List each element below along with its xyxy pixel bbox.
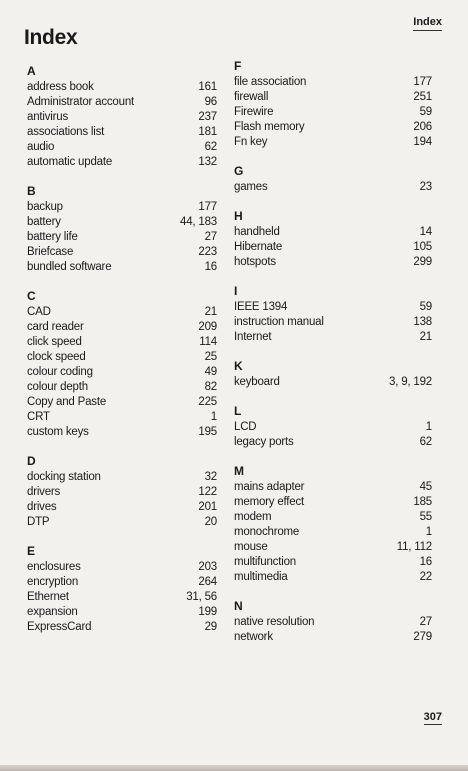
entry-term: Ethernet	[27, 591, 69, 603]
index-entry	[27, 395, 217, 410]
entry-pages: 55	[419, 511, 432, 523]
index-entry	[234, 105, 432, 120]
section-letter: G	[234, 164, 244, 178]
entry-term: multifunction	[234, 556, 296, 568]
index-entry	[234, 330, 432, 345]
index-entry	[27, 245, 217, 260]
index-section	[27, 62, 217, 170]
index-entry	[27, 485, 217, 500]
entry-pages: 223	[198, 246, 217, 258]
page-edge	[0, 765, 468, 771]
section-letter: A	[27, 64, 36, 78]
entry-term: Firewire	[234, 106, 274, 118]
index-entry	[27, 125, 217, 140]
entry-term: native resolution	[234, 616, 315, 628]
index-column-left	[27, 62, 217, 635]
index-entry	[27, 560, 217, 575]
entry-term: ExpressCard	[27, 621, 92, 633]
entry-pages: 264	[198, 576, 217, 588]
entry-pages: 96	[204, 96, 217, 108]
entry-term: Fn key	[234, 136, 268, 148]
entry-term: docking station	[27, 471, 101, 483]
section-letter: M	[234, 464, 244, 478]
index-entry	[234, 75, 432, 90]
entry-pages: 225	[198, 396, 217, 408]
index-section	[234, 345, 432, 390]
entry-term: custom keys	[27, 426, 89, 438]
page-title: Index	[24, 26, 78, 49]
section-letter: N	[234, 599, 243, 613]
entry-pages: 161	[198, 81, 217, 93]
entry-pages: 27	[204, 231, 217, 243]
entry-pages: 49	[204, 366, 217, 378]
index-entry	[234, 495, 432, 510]
section-letter: D	[27, 454, 36, 468]
entry-pages: 23	[419, 181, 432, 193]
entry-term: Briefcase	[27, 246, 74, 258]
entry-pages: 199	[198, 606, 217, 618]
index-entry	[234, 240, 432, 255]
entry-term: encryption	[27, 576, 79, 588]
section-letter: F	[234, 59, 242, 73]
entry-pages: 203	[198, 561, 217, 573]
page-number: 307	[423, 711, 442, 723]
entry-pages: 20	[204, 516, 217, 528]
entry-pages: 195	[198, 426, 217, 438]
index-entry	[234, 135, 432, 150]
entry-term: DTP	[27, 516, 50, 528]
index-entry	[234, 315, 432, 330]
entry-term: games	[234, 181, 268, 193]
index-entry	[234, 180, 432, 195]
section-letter: I	[234, 284, 238, 298]
index-section	[234, 57, 432, 150]
index-entry	[234, 525, 432, 540]
entry-term: modem	[234, 511, 272, 523]
entry-pages: 1	[425, 526, 432, 538]
index-entry	[234, 435, 432, 450]
index-entry	[27, 590, 217, 605]
entry-pages: 21	[204, 306, 217, 318]
entry-term: hotspots	[234, 256, 276, 268]
entry-pages: 237	[198, 111, 217, 123]
index-entry	[234, 225, 432, 240]
entry-term: card reader	[27, 321, 84, 333]
entry-term: file association	[234, 76, 307, 88]
index-entry	[234, 630, 432, 645]
entry-term: address book	[27, 81, 94, 93]
index-entry	[27, 470, 217, 485]
section-letter: K	[234, 359, 243, 373]
entry-term: Administrator account	[27, 96, 135, 108]
entry-term: automatic update	[27, 156, 113, 168]
index-section	[27, 440, 217, 530]
index-entry	[27, 95, 217, 110]
entry-pages: 14	[419, 226, 432, 238]
index-entry	[27, 305, 217, 320]
index-column-right	[234, 57, 432, 645]
entry-term: memory effect	[234, 496, 305, 508]
index-entry	[234, 555, 432, 570]
entry-pages: 29	[204, 621, 217, 633]
entry-term: Internet	[234, 331, 272, 343]
entry-term: enclosures	[27, 561, 81, 573]
entry-pages: 105	[413, 241, 432, 253]
entry-pages: 3, 9, 192	[389, 376, 432, 388]
entry-pages: 201	[198, 501, 217, 513]
entry-pages: 299	[413, 256, 432, 268]
index-entry	[27, 380, 217, 395]
entry-term: instruction manual	[234, 316, 324, 328]
entry-pages: 11, 112	[396, 541, 432, 553]
index-entry	[27, 620, 217, 635]
index-entry	[234, 300, 432, 315]
entry-term: colour coding	[27, 366, 93, 378]
section-letter: B	[27, 184, 36, 198]
entry-term: CAD	[27, 306, 51, 318]
entry-term: associations list	[27, 126, 105, 138]
index-entry	[27, 365, 217, 380]
entry-term: monochrome	[234, 526, 300, 538]
entry-term: multimedia	[234, 571, 288, 583]
entry-term: LCD	[234, 421, 257, 433]
entry-pages: 25	[204, 351, 217, 363]
entry-term: Copy and Paste	[27, 396, 107, 408]
entry-term: firewall	[234, 91, 269, 103]
entry-term: mouse	[234, 541, 268, 553]
entry-pages: 1	[425, 421, 432, 433]
index-entry	[234, 375, 432, 390]
index-entry	[27, 200, 217, 215]
entry-term: network	[234, 631, 273, 643]
index-entry	[234, 615, 432, 630]
index-entry	[27, 350, 217, 365]
entry-term: bundled software	[27, 261, 112, 273]
entry-pages: 31, 56	[186, 591, 217, 603]
entry-pages: 59	[419, 106, 432, 118]
entry-pages: 82	[204, 381, 217, 393]
index-entry	[27, 155, 217, 170]
entry-pages: 114	[199, 336, 217, 348]
index-section	[27, 275, 217, 440]
entry-pages: 62	[419, 436, 432, 448]
entry-pages: 32	[204, 471, 217, 483]
index-entry	[234, 480, 432, 495]
entry-term: battery life	[27, 231, 78, 243]
index-entry	[27, 260, 217, 275]
index-entry	[27, 230, 217, 245]
entry-pages: 1	[210, 411, 217, 423]
entry-term: drivers	[27, 486, 61, 498]
index-entry	[27, 410, 217, 425]
entry-pages: 44, 183	[180, 216, 217, 228]
entry-pages: 132	[198, 156, 217, 168]
running-head: Index	[413, 16, 442, 31]
entry-term: mains adapter	[234, 481, 305, 493]
entry-pages: 45	[419, 481, 432, 493]
entry-term: CRT	[27, 411, 50, 423]
entry-pages: 27	[419, 616, 432, 628]
entry-term: antivirus	[27, 111, 69, 123]
entry-pages: 181	[198, 126, 217, 138]
index-entry	[27, 140, 217, 155]
entry-term: IEEE 1394	[234, 301, 288, 313]
entry-term: colour depth	[27, 381, 88, 393]
entry-pages: 138	[413, 316, 432, 328]
entry-pages: 206	[413, 121, 432, 133]
entry-pages: 62	[204, 141, 217, 153]
entry-term: legacy ports	[234, 436, 294, 448]
entry-pages: 209	[198, 321, 217, 333]
index-entry	[234, 570, 432, 585]
entry-pages: 16	[419, 556, 432, 568]
entry-term: expansion	[27, 606, 78, 618]
entry-pages: 21	[419, 331, 432, 343]
index-section	[27, 530, 217, 635]
index-section	[27, 170, 217, 275]
index-entry	[27, 320, 217, 335]
index-entry	[234, 540, 432, 555]
entry-term: Flash memory	[234, 121, 305, 133]
entry-term: battery	[27, 216, 61, 228]
entry-pages: 251	[413, 91, 432, 103]
entry-pages: 177	[198, 201, 217, 213]
index-entry	[234, 120, 432, 135]
entry-pages: 177	[413, 76, 432, 88]
index-section	[234, 150, 432, 195]
index-entry	[234, 510, 432, 525]
section-letter: H	[234, 209, 243, 223]
entry-term: click speed	[27, 336, 82, 348]
index-entry	[27, 110, 217, 125]
index-section	[234, 195, 432, 270]
index-entry	[27, 500, 217, 515]
index-entry	[234, 90, 432, 105]
entry-term: handheld	[234, 226, 280, 238]
index-section	[234, 585, 432, 645]
index-entry	[27, 575, 217, 590]
entry-pages: 59	[419, 301, 432, 313]
entry-pages: 22	[419, 571, 432, 583]
index-entry	[27, 425, 217, 440]
index-entry	[27, 80, 217, 95]
entry-pages: 279	[413, 631, 432, 643]
index-entry	[27, 335, 217, 350]
entry-pages: 16	[204, 261, 217, 273]
entry-pages: 194	[413, 136, 432, 148]
entry-pages: 185	[413, 496, 432, 508]
entry-term: audio	[27, 141, 55, 153]
index-section	[234, 450, 432, 585]
section-letter: L	[234, 404, 242, 418]
section-letter: C	[27, 289, 36, 303]
entry-term: clock speed	[27, 351, 86, 363]
entry-term: Hibernate	[234, 241, 283, 253]
index-entry	[234, 255, 432, 270]
entry-term: drives	[27, 501, 57, 513]
index-entry	[234, 420, 432, 435]
index-entry	[27, 215, 217, 230]
entry-term: keyboard	[234, 376, 280, 388]
index-section	[234, 390, 432, 450]
section-letter: E	[27, 544, 36, 558]
entry-pages: 122	[198, 486, 217, 498]
index-entry	[27, 515, 217, 530]
index-entry	[27, 605, 217, 620]
index-section	[234, 270, 432, 345]
entry-term: backup	[27, 201, 63, 213]
